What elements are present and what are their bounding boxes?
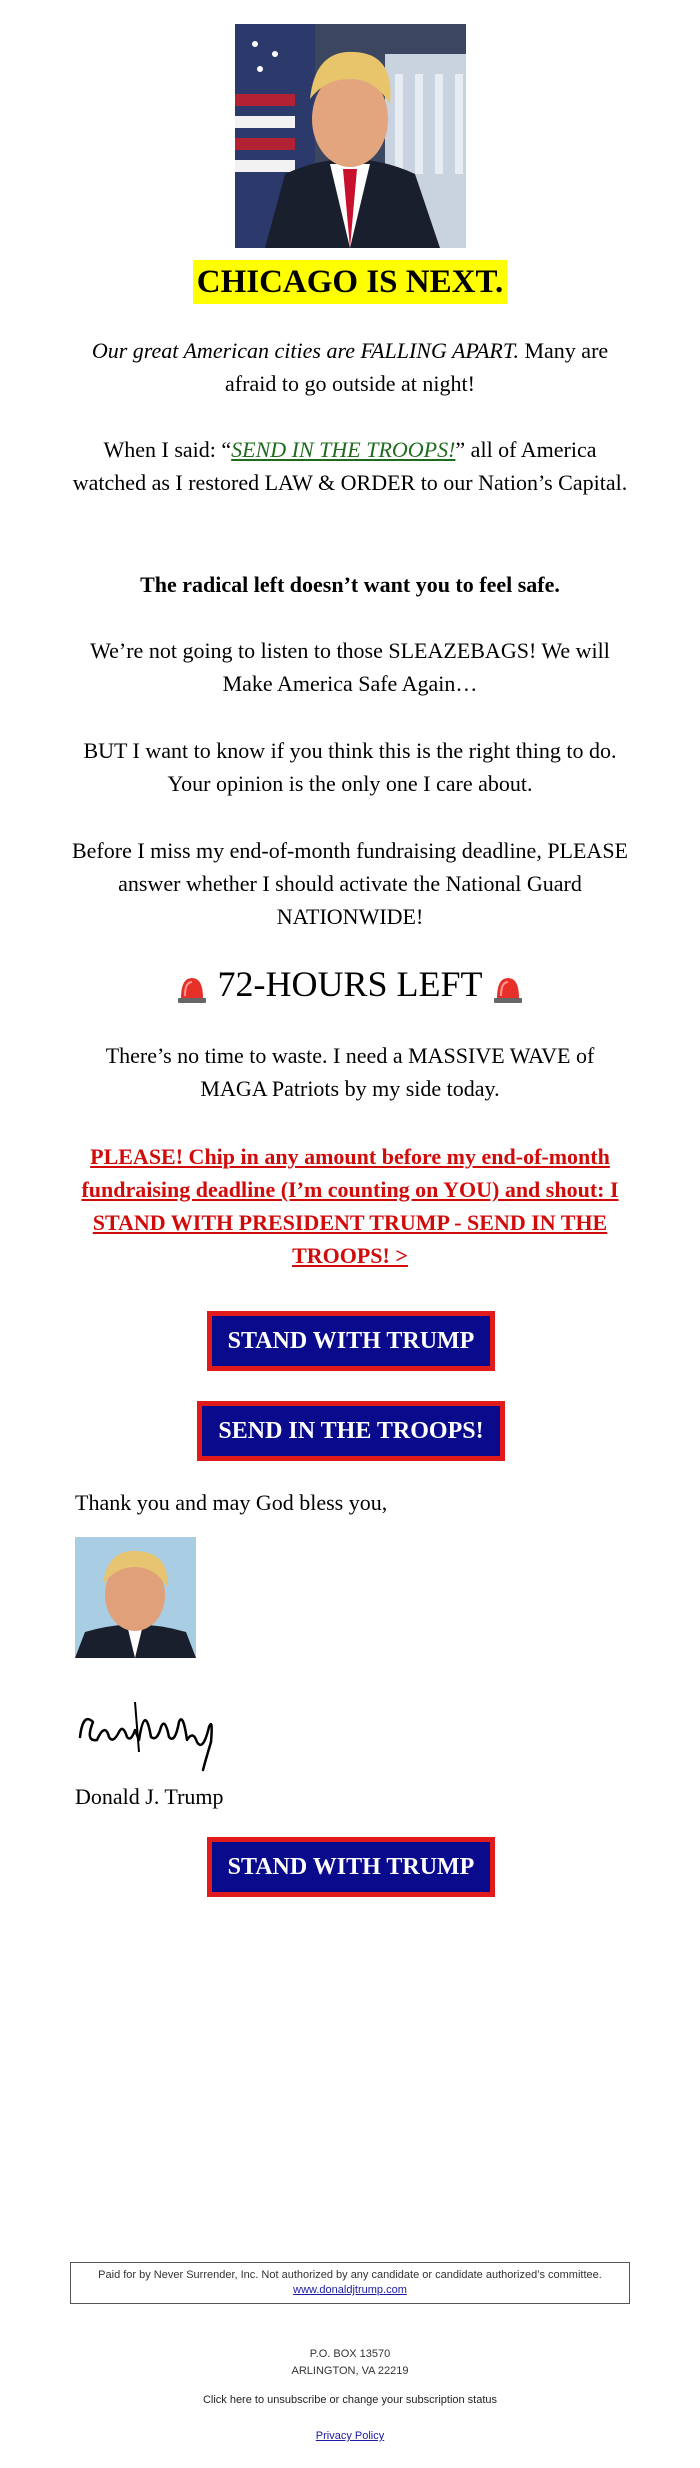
stand-with-trump-button-bottom[interactable]: STAND WITH TRUMP [207,1837,495,1897]
hours-left-text: 72-HOURS LEFT [217,964,483,1004]
paragraph-5: BUT I want to know if you think this is the right thing to do. Your opinion is the only one I care about. [83,738,617,796]
paragraph-2 [70,433,630,499]
paragraph-4: We’re not going to listen to those SLEAZEBAGS! We will Make America Safe Again… [90,638,610,696]
siren-icon [175,972,209,1004]
headline: CHICAGO IS NEXT. [193,260,508,304]
city-state: ARLINGTON, VA 22219 [291,2365,409,2377]
privacy-policy [70,2430,630,2442]
headline-container [70,260,630,304]
website-link[interactable]: www.donaldjtrump.com [293,2284,407,2296]
signed-name: Donald J. Trump [75,1784,224,1809]
portrait-photo [235,24,466,248]
po-box: P.O. BOX 13570 [309,2348,391,2360]
privacy-policy-link[interactable]: Privacy Policy [315,2430,385,2442]
paragraph-1 [70,334,630,400]
donate-link[interactable]: PLEASE! Chip in any amount before my end-of-month fundraising deadline (I’m counting on YOU) and shout: I STAND WITH PRESIDENT TRUMP - SEND IN THE TROOPS! > [81,1144,619,1268]
paragraph-2-before: When I said: “ [103,437,232,462]
paid-for-text: Paid for by Never Surrender, Inc. Not authorized by any candidate or candidate authorized’s committee. [98,2269,602,2281]
unsubscribe-link[interactable]: Click here to unsubscribe or change your subscription status [202,2394,498,2406]
signature-image [75,1682,220,1772]
send-in-troops-button[interactable]: SEND IN THE TROOPS! [197,1401,505,1461]
hours-left-banner [70,962,630,1006]
paragraph-1-rest: Many are afraid to go outside at night! [225,338,609,396]
paragraph-6: Before I miss my end-of-month fundraising deadline, PLEASE answer whether I should activate the National Guard NATIONWIDE! [71,838,628,929]
paragraph-1-italic: Our great American cities are FALLING APART. [91,338,519,363]
siren-icon [491,972,525,1004]
paid-for-disclaimer [70,2262,630,2304]
closing-thanks: Thank you and may God bless you, [75,1490,388,1515]
paragraph-2-after: ” all of America watched as I restored LAW & ORDER to our Nation’s Capital. [72,437,628,495]
paragraph-7: There’s no time to waste. I need a MASSIVE WAVE of MAGA Patriots by my side today. [105,1043,595,1101]
portrait-photo-small [75,1537,196,1658]
stand-with-trump-button[interactable]: STAND WITH TRUMP [207,1311,495,1371]
paragraph-3: The radical left doesn’t want you to feel safe. [140,572,560,597]
send-in-troops-link[interactable]: SEND IN THE TROOPS! [231,437,456,462]
